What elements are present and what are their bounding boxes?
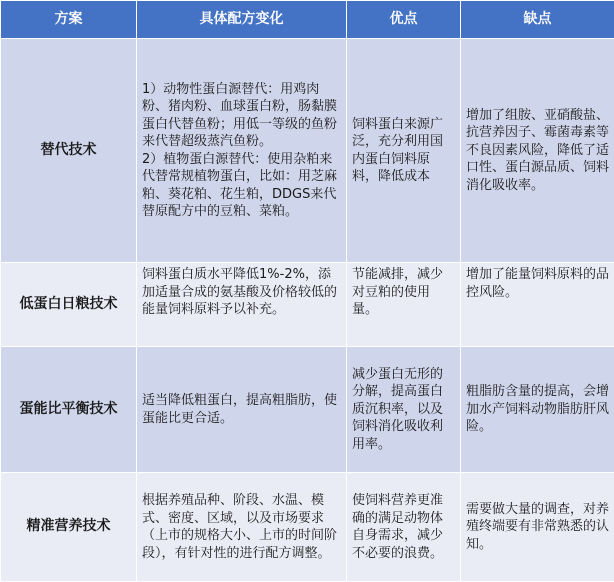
formula-change xyxy=(137,39,347,263)
formula-change-item: 适当降低粗蛋白，提高粗脂肪，使蛋能比更合适。 xyxy=(142,393,338,426)
cons-cell: 需要做大量的调查，对养殖终端要有非常熟悉的认知。 xyxy=(461,473,614,582)
formula-change-item: 2）植物蛋白源替代：使用杂粕来代替常规植物蛋白，比如：用芝麻粕、葵花粕、花生粕，DDGS来代替原配方中的豆粕、菜粕。 xyxy=(142,151,338,219)
table-row xyxy=(1,263,614,347)
table-row xyxy=(1,39,614,263)
header-scheme: 方案 xyxy=(1,1,137,39)
header-formula-change: 具体配方变化 xyxy=(137,1,347,39)
header-cons: 缺点 xyxy=(461,1,614,39)
formula-change-item: 1）动物性蛋白源替代：用鸡肉粉、猪肉粉、血球蛋白粉，肠黏膜蛋白代替鱼粉；用低一等级的鱼粉来代替超级蒸汽鱼粉。 xyxy=(142,81,338,149)
formula-change-item: 饲料蛋白质水平降低1%-2%，添加适量合成的氨基酸及价格较低的能量饲料原料予以补充。 xyxy=(142,267,338,317)
cons-cell: 增加了组胺、亚硝酸盐、抗营养因子、霉菌毒素等不良因素风险，降低了适口性、蛋白源品质、饲料消化吸收率。 xyxy=(461,39,614,263)
header-row xyxy=(1,1,614,39)
formula-change xyxy=(137,263,347,347)
table-row xyxy=(1,347,614,473)
scheme-name: 替代技术 xyxy=(1,39,137,263)
formula-change xyxy=(137,473,347,582)
cons-cell: 增加了能量饲料原料的品控风险。 xyxy=(461,263,614,347)
pros-cell: 节能减排，减少对豆粕的使用量。 xyxy=(347,263,461,347)
header-pros: 优点 xyxy=(347,1,461,39)
pros-cell: 使饲料营养更准确的满足动物体自身需求，减少不必要的浪费。 xyxy=(347,473,461,582)
cons-cell: 粗脂肪含量的提高，会增加水产饲料动物脂肪肝风险。 xyxy=(461,347,614,473)
pros-cell: 减少蛋白无形的分解，提高蛋白质沉积率，以及饲料消化吸收利用率。 xyxy=(347,347,461,473)
table-row xyxy=(1,473,614,582)
formula-change-item: 根据养殖品种、阶段、水温、模式、密度、区域，以及市场要求（上市的规格大小、上市的时间阶段），有针对性的进行配方调整。 xyxy=(142,493,338,561)
pros-cell: 饲料蛋白来源广泛，充分利用国内蛋白饲料原料，降低成本 xyxy=(347,39,461,263)
formula-change xyxy=(137,347,347,473)
scheme-name: 蛋能比平衡技术 xyxy=(1,347,137,473)
scheme-name: 低蛋白日粮技术 xyxy=(1,263,137,347)
scheme-name: 精准营养技术 xyxy=(1,473,137,582)
